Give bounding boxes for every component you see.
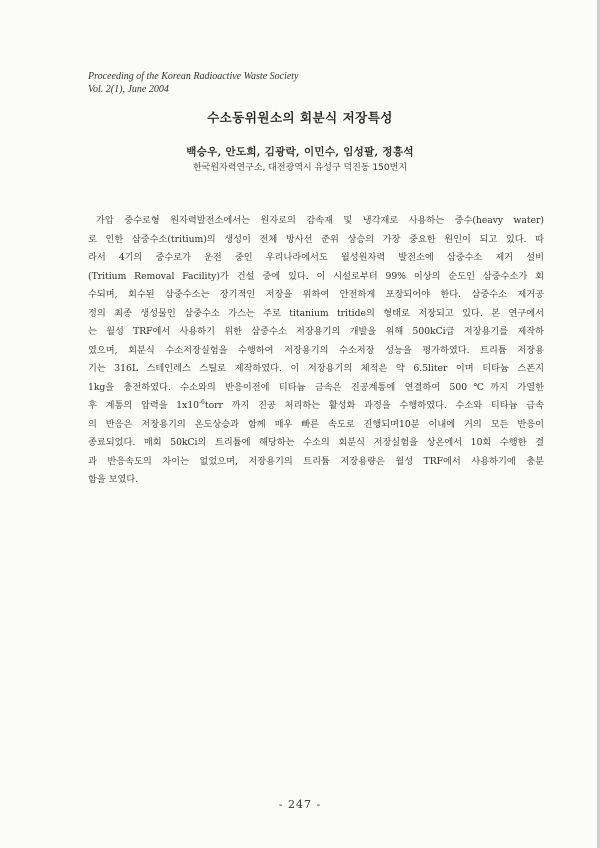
- affiliation: 한국원자력연구소, 대전광역시 유성구 덕진동 150번지: [192, 163, 408, 173]
- body-line: 로 인한 삼중수소(tritium)의 생성이 전체 방사선 준위 상승의 가장 중요한 원인이 되고 있다. 따: [88, 233, 544, 245]
- abstract-body: [88, 212, 544, 490]
- exponent: -6: [199, 398, 205, 406]
- journal-name: Proceeding of the Korean Radioactive Waste Society: [88, 71, 299, 82]
- body-line: 의 반응은 저장용기의 온도상승과 함께 매우 빠른 속도로 진행되며10분 이내에 거의 모든 반응이: [88, 418, 544, 430]
- paper-title: 수소동위원소의 회분식 저장특성: [207, 110, 393, 125]
- body-line: (Tritium Removal Facility)가 건설 중에 있다. 이 시설로부터 99% 이상의 순도인 삼중수소가 회: [88, 270, 544, 282]
- author-list: 백승우, 안도희, 김광락, 이민수, 임성팔, 정흥석: [186, 146, 414, 158]
- body-line: 함을 보였다.: [88, 474, 139, 485]
- body-line: 과 반응속도의 차이는 없었으며, 저장용기의 트리튬 저장용량은 월성 TRF에서 사용하기에 충분: [88, 455, 544, 467]
- body-line: 라서 4기의 중수로가 운전 중인 우리나라에서도 월성원자력 발전소에 삼중수소 제거 설비: [88, 252, 544, 263]
- body-line: 수되며, 회수된 삼중수소는 장기적인 저장을 위하여 안전하게 포장되어야 한다. 삼중수소 제거공: [88, 289, 544, 300]
- body-line: 정의 최종 생성물인 삼중수소 가스는 주로 titanium tritide의 형태로 저장되고 있다. 본 연구에서: [88, 307, 544, 319]
- body-line-part: torr 까지 진공 처리하는 활성화 과정을 수행하였다. 수소와 티타늄 금속: [204, 400, 544, 411]
- body-line-with-exponent: [88, 397, 544, 416]
- body-line: 는 월성 TRF에서 사용하기 위한 삼중수소 저장용기의 개발을 위해 500kCi급 저장용기를 제작하: [88, 326, 544, 337]
- body-line: 종료되었다. 매회 50kCi의 트리튬에 해당하는 수소의 회분식 저장실험을 상온에서 10회 수행한 결: [88, 437, 544, 448]
- journal-volume: Vol. 2(1), June 2004: [88, 84, 169, 95]
- body-line-part: 후 계통의 압력을 1x10: [88, 400, 200, 411]
- body-line: 기는 316L 스테인레스 스틸로 제작하였다. 이 저장용기의 체적은 약 6.5liter 이며 티타늄 스폰지: [88, 363, 544, 374]
- body-line: 1kg을 충전하였다. 수소와의 반응이전에 티타늄 금속은 진공계통에 연결하여 500℃까지 가열한: [88, 381, 544, 393]
- body-line: 였으며, 회분식 수소저장실험을 수행하여 저장용기의 수소저장 성능을 평가하였다. 트리튬 저장용: [88, 344, 544, 356]
- journal-header: [88, 70, 299, 96]
- body-line: 가압 중수로형 원자력발전소에서는 원자로의 감속재 및 냉각재로 사용하는 중수(heavy water): [96, 215, 544, 226]
- page-number: - 247 -: [278, 798, 322, 811]
